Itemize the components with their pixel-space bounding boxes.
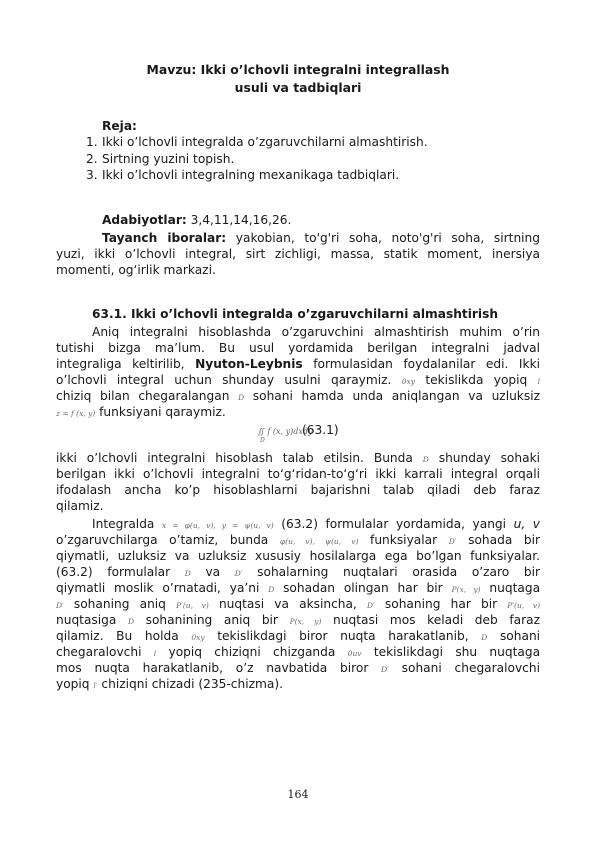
paragraph-line: Aniq integralni hisoblashda o’zgaruvchini almashtirish muhim o’rin (92, 325, 540, 339)
keywords-line: yuzi, ikki o’lchovli integral, sirt zichligi, massa, statik moment, inersiya (56, 247, 540, 261)
paragraph-line: berilgan ikki o’lchovli integralni to‘g‘ridan-to‘g‘ri ikki karrali integral orqali (56, 467, 540, 481)
math-integral: ∬ f (x, y)dxdy (258, 427, 313, 436)
math-subst: x = φ(u, v), y = ψ(u, v) (161, 521, 274, 530)
formula-name: Nyuton-Leybnis (195, 357, 303, 371)
references-value: 3,4,11,14,16,26. (190, 213, 292, 227)
text-span: nuqtasi mos keladi deb faraz (333, 613, 541, 627)
text-span: nuqtasi va aksincha, (218, 597, 357, 611)
text-span: chegaralovchi (56, 645, 142, 659)
paragraph-line: ifodalash ancha ko’p hisoblashlarni bajarishni talab qiladi deb faraz (56, 483, 540, 497)
math-integral-sub: D (260, 437, 265, 444)
text-span: nuqtaga (489, 581, 541, 595)
math-d-prime: D′ (56, 601, 64, 610)
math-d-prime: D′ (381, 665, 389, 674)
keywords-line: momenti, og‘irlik markazi. (56, 263, 216, 277)
document-title: Mavzu: Ikki o’lchovli integralni integrallash (146, 62, 450, 77)
text-span: sohaning har bir (384, 597, 498, 611)
text-span: tekislikdagi shu nuqtaga (373, 645, 541, 659)
math-l: l (153, 649, 157, 658)
text-span: integraliga keltirilib, (56, 357, 185, 371)
text-span: sohani (499, 629, 541, 643)
formula-63-1 (258, 422, 398, 444)
text-span: ikki o’lchovli integralni hisoblash talab etilsin. Bunda (56, 451, 413, 465)
text-span: mos nuqta harakatlanib, o’z navbatida biror (56, 661, 369, 675)
list-item (86, 167, 428, 184)
math-d-prime: D′ (367, 601, 375, 610)
math-ouv: 0uv (347, 649, 362, 658)
text-span: sohada bir (468, 533, 541, 547)
keywords-label: Tayanch iboralar: (102, 231, 227, 245)
math-funcs: φ(u, v), ψ(u, v) (279, 537, 359, 546)
section-heading: 63.1. Ikki o’lchovli integralda o’zgaruvchilarni almashtirish (92, 307, 499, 321)
text-span: sohalarning nuqtalari orasida o’zaro bir (257, 565, 541, 579)
references (102, 212, 586, 228)
list-item-number: 1. (86, 135, 98, 149)
text-span: yopiq (56, 677, 90, 691)
list-item-number: 3. (86, 168, 98, 182)
text-span: (63.2) formulalar (56, 565, 171, 579)
text-span: nuqtasiga (56, 613, 117, 627)
paragraph-line (56, 676, 540, 694)
math-pxy: P(x, y) (289, 617, 322, 626)
text-span: va (205, 565, 221, 579)
math-oxy: 0xy (191, 633, 205, 642)
document-title-line2: usuli va tadbiqlari (234, 80, 362, 95)
keywords-text: yakobian, to'g'ri soha, noto'g'ri soha, sirtning (235, 231, 541, 245)
paragraph-line (56, 356, 540, 372)
math-d: D (184, 569, 191, 578)
math-uv: u, v (513, 517, 541, 531)
paragraph-line: qilamiz. (56, 499, 104, 513)
formula-number: (63.1) (302, 423, 339, 437)
text-span: funksiyani qaraymiz. (99, 405, 226, 419)
text-span: qilamiz. Bu holda (56, 629, 179, 643)
math-puv: P′(u, v) (176, 601, 209, 610)
text-span: shunday sohaki (438, 451, 541, 465)
text-span: Integralda (92, 517, 155, 531)
keywords-line (102, 230, 540, 246)
text-span: sohanining aniq bir (145, 613, 278, 627)
math-pxy: P(x, y) (451, 585, 481, 594)
page-number: 164 (287, 788, 309, 801)
math-l: l (537, 377, 541, 386)
text-span: sohadan olingan har bir (283, 581, 443, 595)
text-span: o’lchovli integral uchun shunday usulni qaraymiz. (56, 373, 392, 387)
math-d: D (481, 633, 488, 642)
list-item-text: Ikki o’lchovli integralning mexanikaga tadbiqlari. (102, 168, 400, 182)
math-d-prime: D′ (234, 569, 243, 578)
plan-list (86, 134, 428, 184)
text-span: sohani hamda unda aniqlangan va uzluksiz (252, 389, 540, 403)
list-item-text: Sirtning yuzini topish. (102, 151, 235, 166)
text-span: chiziq bilan chegaralangan (56, 389, 230, 403)
text-span: chiziqni chizadi (235-chizma). (101, 677, 283, 691)
list-item (86, 151, 428, 168)
text-span: funksiyalar (370, 533, 438, 547)
list-item-text: Ikki o’lchovli integralda o’zgaruvchilarni almashtirish. (102, 135, 428, 149)
math-oxy: 0xy (401, 377, 416, 386)
math-z-eq: z = f (x, y) (56, 409, 96, 418)
math-puv: P′(u, v) (507, 601, 540, 610)
math-d: D (238, 393, 245, 402)
math-d: D (268, 585, 275, 594)
text-span: (63.2) formulalar yordamida, yangi (281, 517, 507, 531)
text-span: sohaning aniq (73, 597, 166, 611)
list-item-number: 2. (86, 151, 98, 166)
list-item (86, 134, 428, 151)
math-d-prime: D′ (448, 537, 457, 546)
text-span: formulasidan foydalanilar edi. Ikki (313, 357, 541, 371)
text-span: o’zgaruvchilarga o’tamiz, bunda (56, 533, 269, 547)
text-span: yopiq chiziqni chizganda (168, 645, 336, 659)
text-span: tekislikdagi biror nuqta harakatlanib, (217, 629, 469, 643)
text-span: tekislikda yopiq (425, 373, 528, 387)
paragraph-line: qiymatli, uzluksiz va uzluksiz xususiy hosilalarga ega bo’lgan funksiyalar. (56, 549, 540, 563)
math-d: D (127, 617, 134, 626)
paragraph-line: tutishi bizga ma’lum. Bu usul yordamida berilgan integralni jadval (56, 341, 540, 355)
text-span: sohani chegaralovchi (401, 661, 540, 675)
math-l-prime: l′ (93, 681, 98, 690)
paragraph-line (56, 404, 540, 422)
references-label: Adabiyotlar: (102, 213, 187, 227)
math-d: D (422, 455, 429, 464)
text-span: qiymatli moslik o’rnatadi, ya’ni (56, 581, 260, 595)
plan-heading: Reja: (102, 119, 137, 133)
